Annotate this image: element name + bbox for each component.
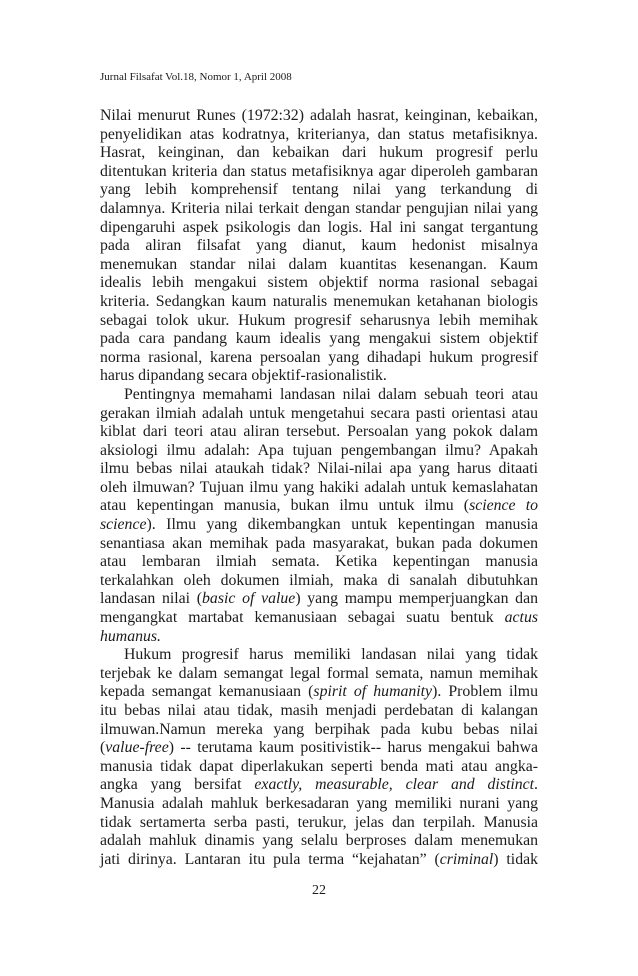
text-segment: ) -- terutama kaum positivistik-- harus mengakui bahwa (168, 739, 538, 757)
body-line: terjebak ke dalam semangat legal formal semata, namun memihak (100, 664, 538, 682)
text-segment: landasan nilai ( (100, 590, 203, 608)
body-line: Nilai menurut Runes (1972:32) adalah hasrat, keinginan, kebaikan, (100, 107, 538, 124)
text-segment: atau kepentingan manusia, bukan ilmu untuk ilmu ( (100, 497, 470, 515)
body-line: pada aliran filsafat yang dianut, kaum hedonist misalnya (100, 237, 538, 255)
body-line: Manusia adalah mahluk berkesadaran yang memiliki nurani yang (100, 794, 538, 812)
body-line (100, 628, 538, 647)
body-line: harus dipandang secara objektif-rasionalistik. (100, 367, 387, 385)
body-line: norma rasional, karena persoalan yang dihadapi hukum progresif (100, 348, 538, 366)
italic-term: value-free (105, 739, 169, 757)
text-segment: ). Problem ilmu (432, 683, 538, 701)
body-line: pada cara pandang kaum idealis yang mengakui sistem objektif (100, 330, 538, 348)
body-line: kriteria. Sedangkan kaum naturalis menemukan ketahanan biologis (100, 292, 538, 310)
paragraph-2 (100, 386, 538, 646)
text-segment: ). Ilmu yang dikembangkan untuk kepentingan manusia (146, 516, 538, 534)
italic-term: science to (469, 497, 538, 515)
italic-term: criminal (439, 850, 494, 868)
text-segment: ) yang mampu memperjuangkan dan (295, 590, 538, 608)
italic-term: humanus. (100, 627, 161, 645)
body-line: oleh ilmuwan? Tujuan ilmu yang hakiki adalah untuk kemaslahatan (100, 478, 538, 496)
paragraph-3 (100, 646, 538, 869)
text-segment: angka yang bersifat (100, 776, 255, 794)
text-segment: ) tidak (493, 850, 538, 868)
text-segment: kepada semangat kemanusiaan ( (100, 683, 314, 701)
text-segment: . (534, 776, 538, 794)
body-line (100, 776, 538, 795)
body-line: Hukum progresif harus memiliki landasan nilai yang tidak (124, 646, 538, 664)
body-line: penyelidikan atas kodratnya, kriterianya, dan status metafisiknya. (100, 125, 538, 143)
italic-term: science (100, 516, 147, 534)
body-line: idealis lebih mengakui sistem objektif norma rasional sebagai (100, 274, 538, 292)
italic-term: actus (504, 609, 538, 627)
body-line: kiblat dari teori atau aliran tersebut. Persoalan yang pokok dalam (100, 423, 538, 441)
italic-term: spirit of humanity (313, 683, 433, 701)
text-segment: jati dirinya. Lantaran itu pula terma “kejahatan” ( (100, 850, 440, 868)
body-line: adalah mahluk dinamis yang selalu berproses dalam menemukan (100, 832, 538, 850)
body-line (100, 739, 538, 758)
page-number: 22 (312, 883, 326, 898)
body-line: menemukan standar nilai dalam kuantitas kesenangan. Kaum (100, 255, 538, 273)
body-line: aksiologi ilmu adalah: Apa tujuan pengembangan ilmu? Apakah (100, 441, 538, 459)
italic-term: basic of value (202, 590, 296, 608)
text-segment: ( (100, 739, 106, 757)
running-head: Jurnal Filsafat Vol.18, Nomor 1, April 2008 (100, 71, 292, 83)
body-line: senantiasa akan memihak pada masyarakat, bukan pada dokumen (100, 534, 538, 552)
italic-term: exactly, measurable, clear and distinct (254, 776, 535, 794)
body-line (100, 851, 538, 870)
body-line: terkalahkan oleh dokumen ilmiah, maka di sanalah dibutuhkan (100, 571, 538, 589)
body-line: atau lembaran ilmiah semata. Ketika kepentingan manusia (100, 553, 538, 571)
paragraph-1 (100, 107, 538, 386)
text-segment: mengangkat martabat kemanusiaan sebagai suatu bentuk (100, 609, 505, 627)
body-text (100, 107, 538, 869)
body-line (100, 683, 538, 702)
body-line: Pentingnya memahami landasan nilai dalam sebuah teori atau (124, 385, 538, 403)
body-line: ilmu bebas nilai ataukah tidak? Nilai-nilai apa yang harus ditaati (100, 460, 538, 478)
body-line: ditentukan kriteria dan status metafisiknya agar diperoleh gambaran (100, 162, 538, 180)
body-line: ilmuwan.Namun mereka yang berpihak pada kubu bebas nilai (100, 720, 538, 738)
body-line (100, 497, 538, 516)
body-line: manusia tidak dapat diperlakukan seperti benda mati atau angka- (100, 757, 538, 775)
body-line: dalamnya. Kriteria nilai terkait dengan standar pengujian nilai yang (100, 199, 538, 217)
body-line: dipengaruhi aspek psikologis dan logis. Hal ini sangat tergantung (100, 218, 538, 236)
body-line: Hasrat, keinginan, dan kebaikan dari hukum progresif perlu (100, 144, 538, 162)
body-line (100, 516, 538, 535)
body-line: sebagai tolok ukur. Hukum progresif seharusnya lebih memihak (100, 311, 538, 329)
body-line: tidak sertamerta serba pasti, terukur, jelas dan terpilah. Manusia (100, 813, 538, 831)
body-line: yang lebih komprehensif tentang nilai yang terkandung di (100, 181, 538, 199)
body-line (100, 590, 538, 609)
body-line (100, 609, 538, 628)
body-line: itu bebas nilai atau tidak, masih menjadi perdebatan di kalangan (100, 702, 538, 719)
body-line: gerakan ilmiah adalah untuk mengetahui secara pasti orientasi atau (100, 404, 538, 422)
